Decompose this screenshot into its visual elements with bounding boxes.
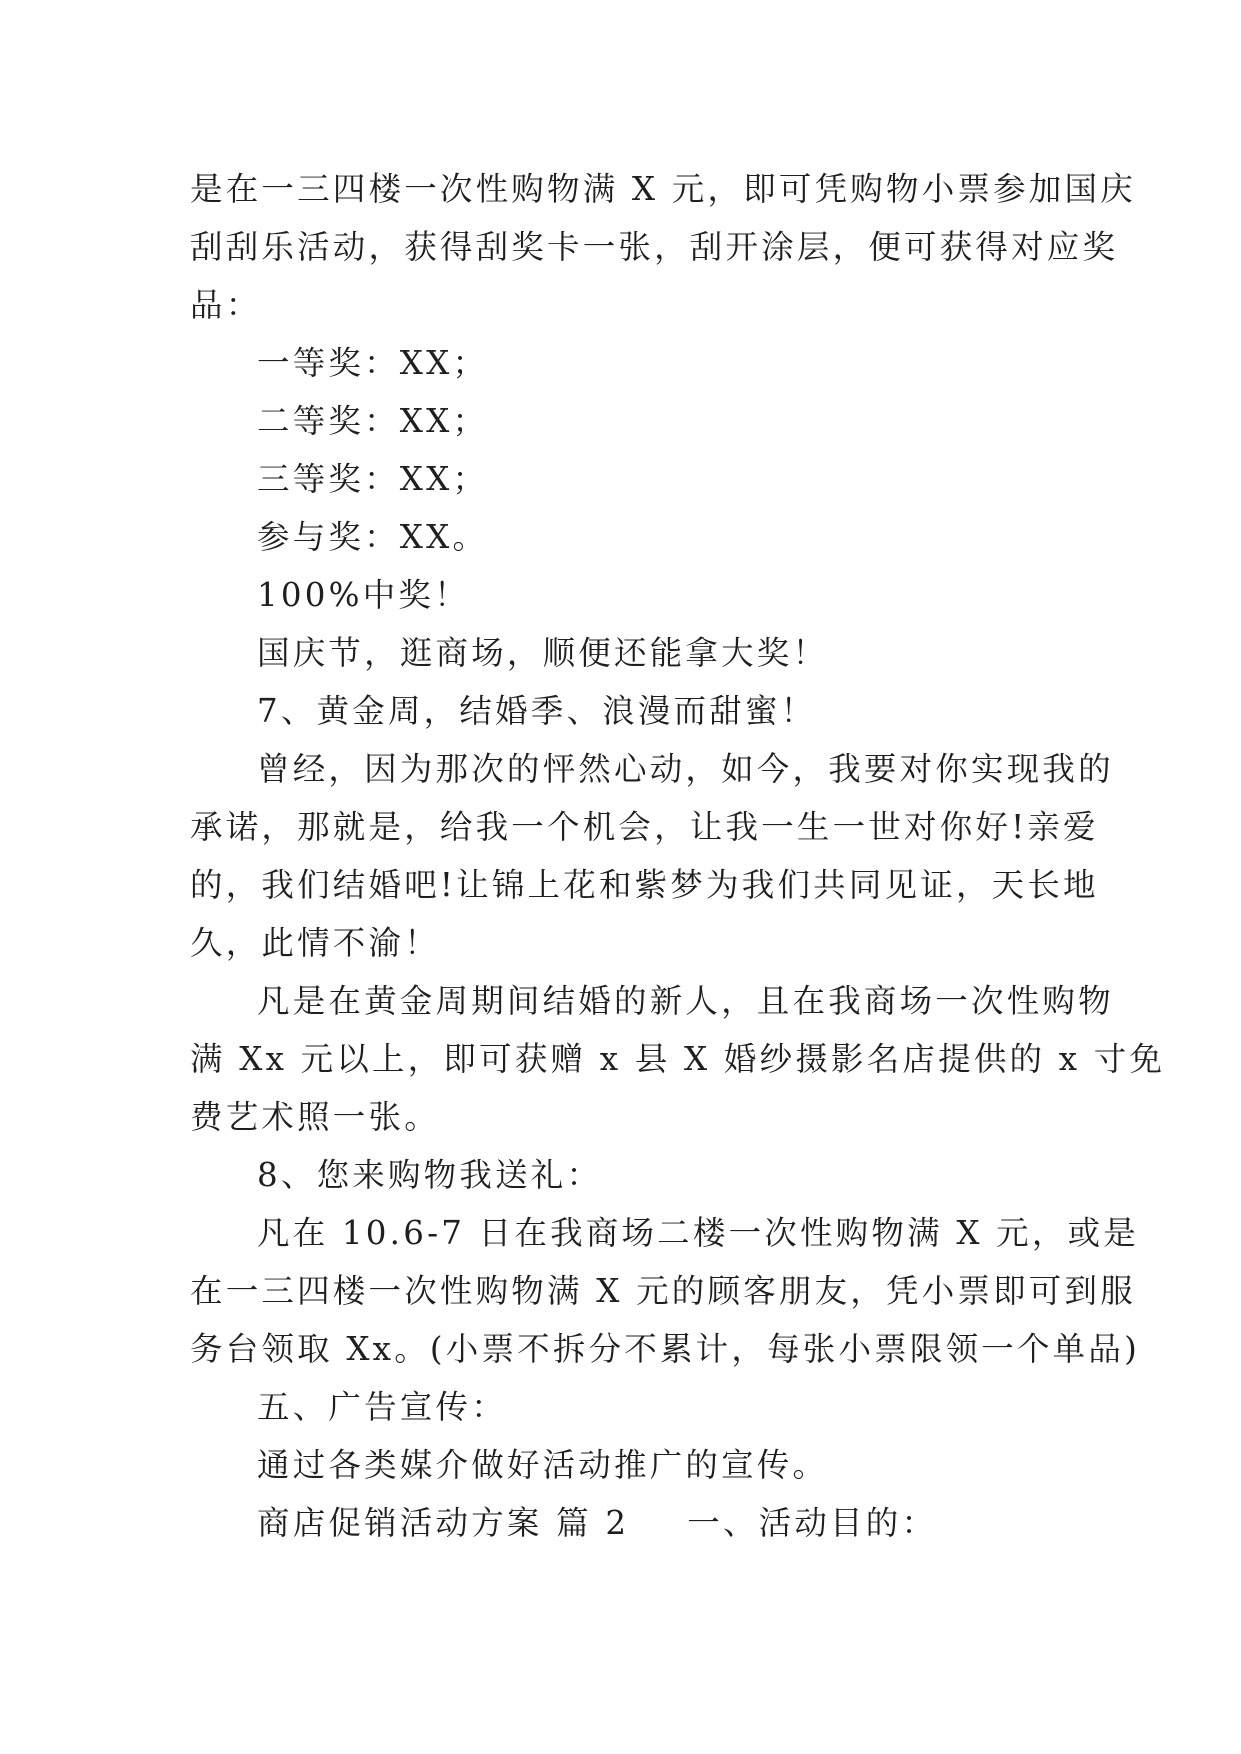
body-line: 的，我们结婚吧!让锦上花和紫梦为我们共同见证，天长地: [190, 866, 1099, 904]
body-line: 刮刮乐活动，获得刮奖卡一张，刮开涂层，便可获得对应奖: [190, 228, 1119, 266]
prize-item: 二等奖：XX；: [257, 402, 489, 440]
body-line: 在一三四楼一次性购物满 X 元的顾客朋友，凭小票即可到服: [190, 1272, 1136, 1310]
body-line: 品：: [190, 286, 262, 324]
section-heading: 8、您来购物我送礼：: [257, 1156, 603, 1194]
body-line: 100%中奖！: [257, 576, 470, 614]
section-heading: 五、广告宣传：: [257, 1388, 507, 1426]
section-heading: 一、活动目的：: [687, 1504, 938, 1542]
section-heading: 7、黄金周，结婚季、浪漫而甜蜜！: [257, 692, 817, 730]
body-line: 凡在 10.6-7 日在我商场二楼一次性购物满 X 元，或是: [257, 1214, 1139, 1252]
body-line: 承诺，那就是，给我一个机会，让我一生一世对你好!亲爱: [190, 808, 1099, 846]
prize-item: 一等奖：XX；: [257, 344, 489, 382]
final-line: [190, 1494, 1070, 1552]
document-body: [190, 160, 1166, 1552]
body-line: 凡是在黄金周期间结婚的新人，且在我商场一次性购物: [257, 982, 1114, 1020]
body-line: 曾经，因为那次的怦然心动，如今，我要对你实现我的: [257, 750, 1114, 788]
body-line: 务台领取 Xx。(小票不拆分不累计，每张小票限领一个单品): [190, 1330, 1140, 1368]
body-line: 费艺术照一张。: [190, 1098, 440, 1136]
prize-item: 三等奖：XX；: [257, 460, 489, 498]
body-line: 国庆节，逛商场，顺便还能拿大奖！: [257, 634, 829, 672]
prize-item: 参与奖：XX。: [257, 518, 489, 556]
body-line: 久，此情不渝！: [190, 924, 440, 962]
body-line: 通过各类媒介做好活动推广的宣传。: [257, 1446, 829, 1484]
section-title: 商店促销活动方案 篇 2: [257, 1504, 630, 1542]
body-line: 满 Xx 元以上，即可获赠 x 县 X 婚纱摄影名店提供的 x 寸免: [190, 1040, 1166, 1078]
body-line: 是在一三四楼一次性购物满 X 元，即可凭购物小票参加国庆: [190, 170, 1136, 208]
